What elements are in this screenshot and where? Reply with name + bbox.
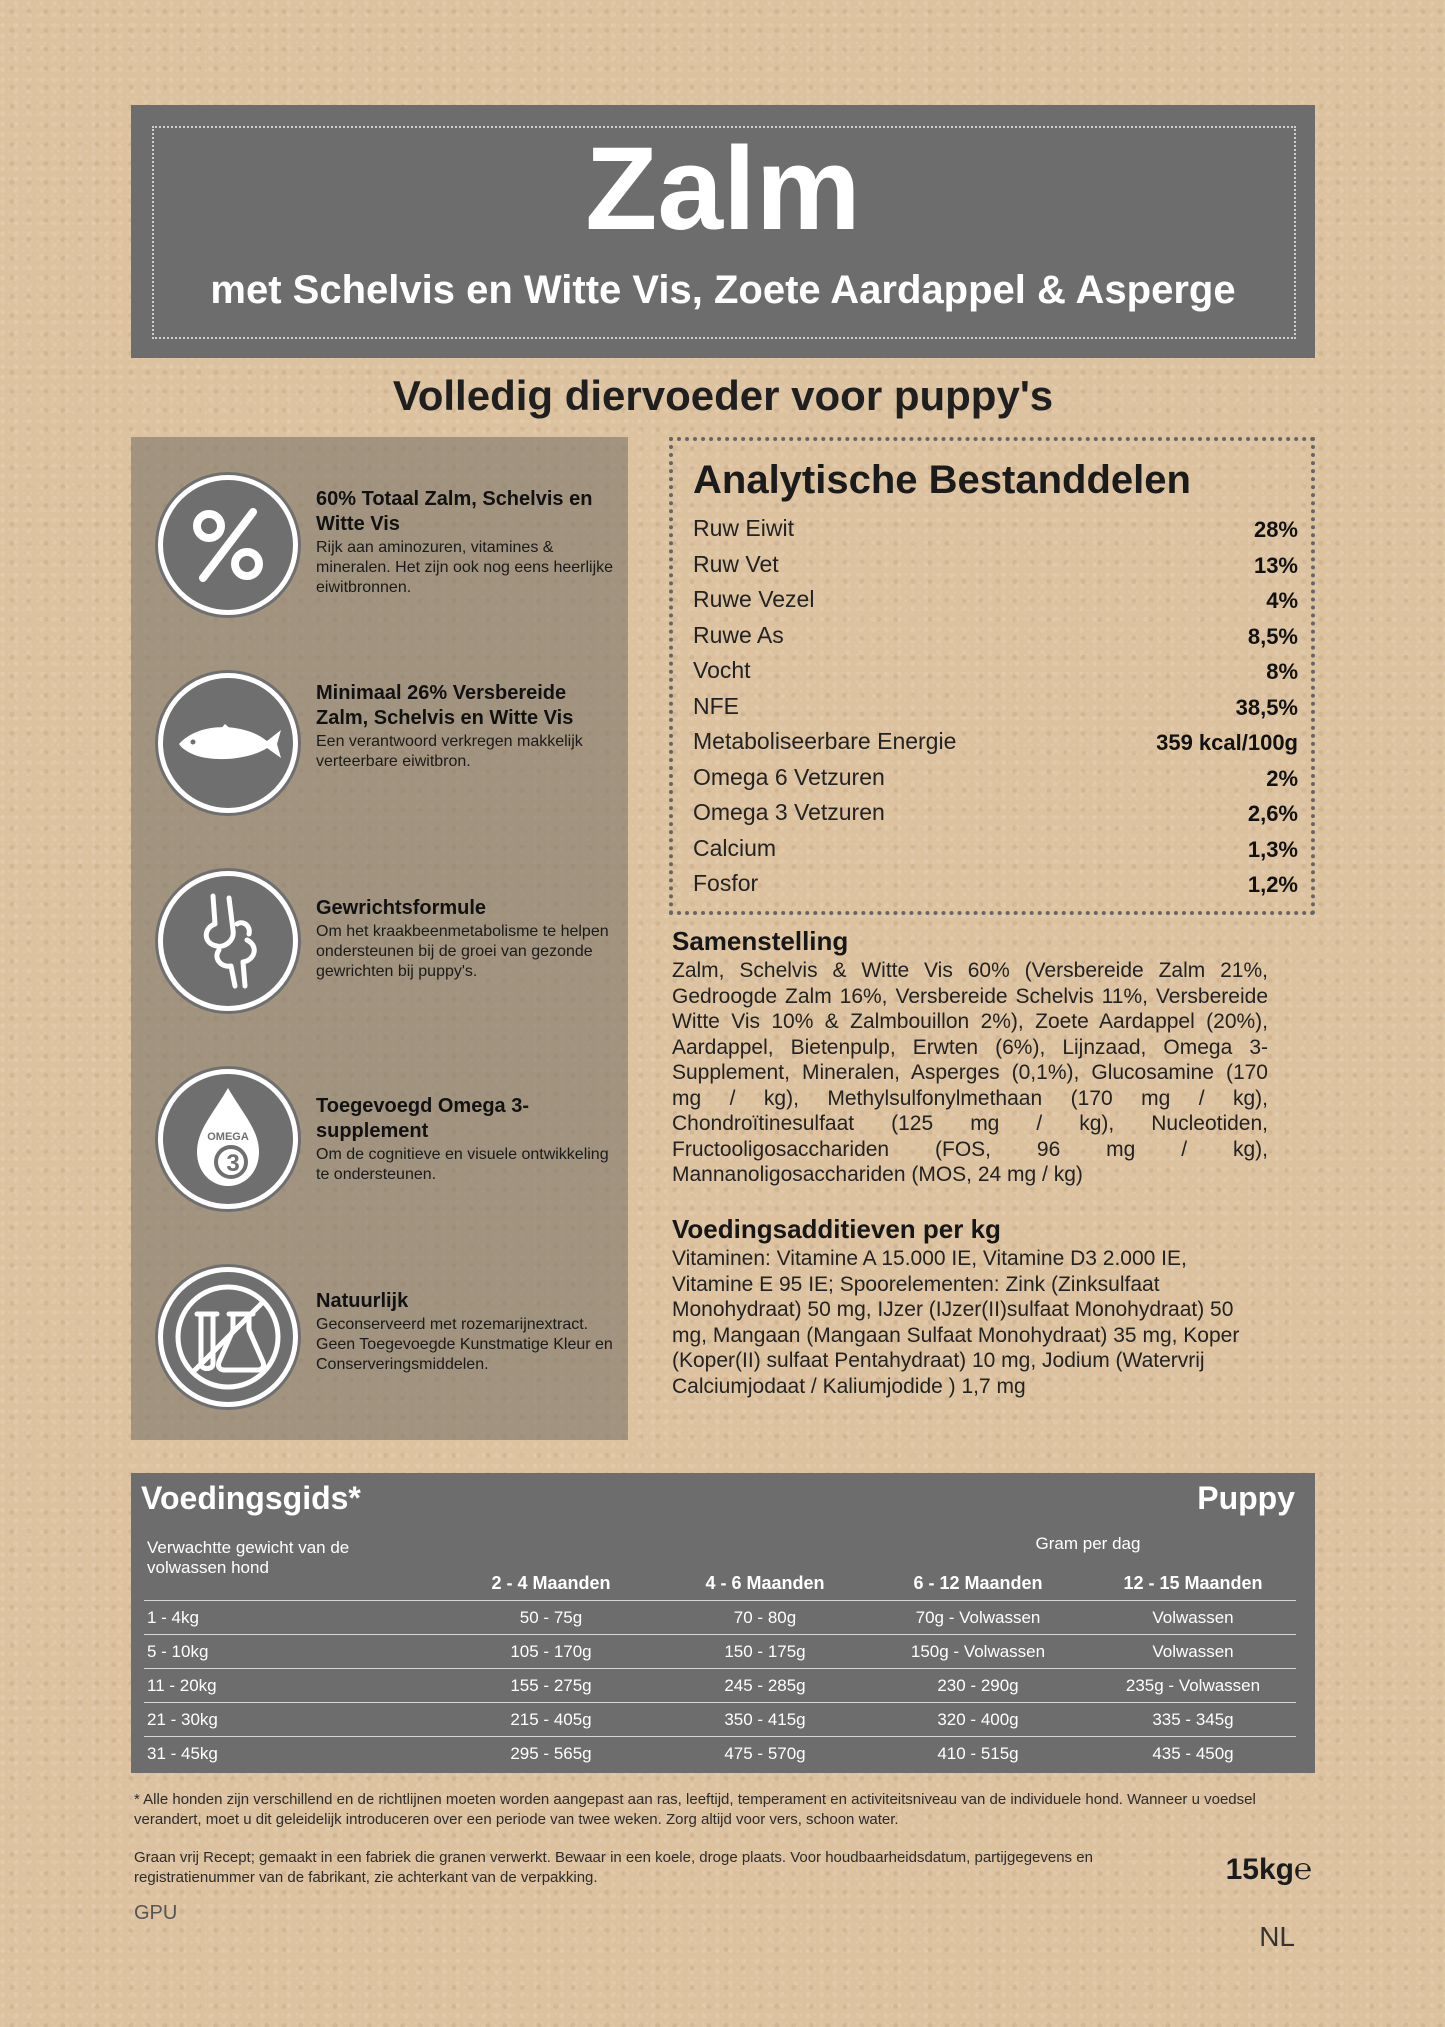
feeding-guide-stage: Puppy [1197,1480,1295,1516]
omega-badge-text: OMEGA [207,1131,249,1143]
nutrient-name: Ruwe As [693,622,784,648]
analytics-row [693,551,1298,586]
weight-column-header: Verwachtte gewicht van de volwassen hond [147,1538,350,1577]
age-column-header: 12 - 15 Maanden [1123,1573,1263,1593]
weight-cell: 11 - 20kg [147,1676,217,1695]
table-row [144,1668,1296,1702]
analytics-row [693,870,1298,905]
nutrient-value: 38,5% [1235,695,1298,720]
amount-cell: Volwassen [1152,1642,1234,1661]
feature-description: Rijk aan aminozuren, vitamines & mineralen. Het zijn ook nog eens heerlijke eiwitbronnen. [316,539,614,596]
features-panel [131,437,628,1440]
amount-cell: 475 - 570g [724,1744,806,1763]
omega-drop-icon [158,1069,298,1209]
age-column-header: 6 - 12 Maanden [913,1573,1043,1593]
additives-title: Voedingsadditieven per kg [672,1214,1001,1244]
age-column-header: 2 - 4 Maanden [491,1573,611,1593]
nutrient-name: Fosfor [693,870,759,896]
weight-cell: 5 - 10kg [147,1642,209,1661]
weight-cell: 31 - 45kg [147,1744,218,1763]
nutrient-value: 1,2% [1247,872,1298,897]
feature-description: Om het kraakbeenmetabolisme te helpen ondersteunen bij de groei van gezonde gewrichten bij puppy's. [316,923,609,980]
analytics-row [693,835,1298,870]
net-weight-value: 15kg [1225,1853,1294,1886]
amount-cell: 70 - 80g [733,1608,797,1627]
language-code: NL [1259,1921,1295,1952]
amount-cell: 50 - 75g [519,1608,583,1627]
feature-description: Om de cognitieve en visuele ontwikkeling te ondersteunen. [316,1146,609,1183]
net-weight [1226,1853,1312,1887]
amount-cell: 245 - 285g [724,1676,806,1695]
product-title: Zalm [585,123,861,255]
nutrient-value: 28% [1253,517,1298,542]
nutrient-name: Ruwe Vezel [693,586,815,612]
feeding-disclaimer: * Alle honden zijn verschillend en de richtlijnen moeten worden aangepast aan ras, leeftijd, temperament en activiteitsniveau van de individuele hond. Wanneer u voedsel verandert, moet u dit geleidelijk introduceren over een periode van twee weken. Zorg altijd voor vers, schoon water. [134,1791,1256,1828]
product-subtitle: met Schelvis en Witte Vis, Zoete Aardappel & Asperge [210,268,1236,312]
nutrient-name: Ruw Vet [693,551,779,577]
percent-icon [158,475,298,615]
product-code: GPU [134,1902,178,1924]
amount-cell: 335 - 345g [1152,1710,1234,1729]
analytics-row [693,799,1298,834]
amount-cell: 215 - 405g [510,1710,592,1729]
table-row [144,1634,1296,1668]
amount-cell: 230 - 290g [937,1676,1019,1695]
amount-cell: 410 - 515g [937,1744,1019,1763]
nutrient-value: 13% [1253,553,1298,578]
amount-cell: 295 - 565g [510,1744,592,1763]
amount-cell: 350 - 415g [724,1710,806,1729]
nutrient-value: 8,5% [1247,624,1298,649]
age-column-header: 4 - 6 Maanden [705,1573,825,1593]
amount-cell: 150 - 175g [724,1642,806,1661]
nutrient-name: Vocht [693,657,751,683]
amount-cell: 70g - Volwassen [915,1608,1041,1627]
amount-cell: 105 - 170g [510,1642,592,1661]
nutrient-name: Metaboliseerbare Energie [693,728,957,754]
analytics-row [693,622,1298,657]
amount-cell: Volwassen [1152,1608,1234,1627]
amount-cell: 150g - Volwassen [910,1642,1046,1661]
feature-title: Gewrichtsformule [316,897,487,919]
table-row [144,1600,1296,1634]
nutrient-value: 1,3% [1247,837,1298,862]
estimated-sign-icon: ℮ [1293,1853,1312,1886]
feature-title: Natuurlijk [316,1290,409,1312]
nutrient-value: 2% [1266,766,1298,791]
feature-title: Minimaal 26% Versbereide Zalm, Schelvis en Witte Vis [316,682,574,729]
nutrient-value: 8% [1266,659,1298,684]
table-row [144,1702,1296,1736]
table-row [144,1736,1296,1770]
feature-title: Toegevoegd Omega 3-supplement [316,1095,530,1142]
feeding-guide-title: Voedingsgids* [141,1480,361,1516]
omega-badge-number: 3 [226,1150,240,1177]
joint-icon [158,871,298,1011]
nutrient-value: 2,6% [1247,801,1298,826]
analytics-row [693,764,1298,799]
feature-title: 60% Totaal Zalm, Schelvis en Witte Vis [316,488,593,535]
nutrient-value: 359 kcal/100g [1156,730,1298,755]
weight-cell: 21 - 30kg [147,1710,218,1729]
analytics-row [693,693,1298,728]
nutrient-name: NFE [693,693,739,719]
analytics-title: Analytische Bestanddelen [693,458,1191,502]
product-tagline: Volledig diervoeder voor puppy's [392,372,1054,419]
analytics-row [693,728,1298,763]
analytics-row [693,586,1298,621]
weight-cell: 1 - 4kg [147,1608,199,1627]
fish-icon [158,673,298,813]
amount-cell: 155 - 275g [510,1676,592,1695]
feature-description: Geconserveerd met rozemarijnextract. Geen Toegevoegde Kunstmatige Kleur en Conserveringsmiddelen. [316,1316,613,1373]
nutrient-name: Omega 3 Vetzuren [693,799,885,825]
analytics-row [693,515,1298,550]
amount-cell: 235g - Volwassen [1125,1676,1261,1695]
gram-per-day-header: Gram per dag [1035,1534,1141,1553]
additives-text: Vitaminen: Vitamine A 15.000 IE, Vitamine D3 2.000 IE, Vitamine E 95 IE; Spoorelementen: Zink (Zinksulfaat Monohydraat) 50 mg, IJzer (IJzer(II)sulfaat Monohydraat) 50 mg, Mangaan (Mangaan Sulfaat Monohydraat) 35 mg, Koper (Koper(II) sulfaat Pentahydraat) 10 mg, Jodium (Watervrij Calciumjodaat / Kaliumjodide ) 1,7 mg [672,1247,1240,1398]
nutrient-name: Omega 6 Vetzuren [693,764,885,790]
storage-note: Graan vrij Recept; gemaakt in een fabriek die granen verwerkt. Bewaar in een koele, droge plaats. Voor houdbaarheidsdatum, partijgegevens en registratienummer van de fabrikant, zie achterkant van de verpakking. [134,1849,1093,1886]
amount-cell: 320 - 400g [937,1710,1019,1729]
analytics-row [693,657,1298,692]
feature-description: Een verantwoord verkregen makkelijk verteerbare eiwitbron. [316,733,583,770]
composition-text: Zalm, Schelvis & Witte Vis 60% (Versbereide Zalm 21%, Gedroogde Zalm 16%, Versbereide Schelvis 11%, Versbereide Witte Vis 10% & Zalmbouillon 2%), Zoete Aardappel (20%), Aardappel, Bietenpulp, Erwten (6%), Lijnzaad, Omega 3-Supplement, Mineralen, Asperges (0,1%), Glucosamine (170 mg / kg), Methylsulfonylmethaan (170 mg / kg), Chondroïtinesulfaat (125 mg / kg), Nucleotiden, Fructooligosacchariden (FOS, 96 mg / kg), Mannanoligosacchariden (MOS, 24 mg / kg) [672,959,1268,1186]
amount-cell: 435 - 450g [1152,1744,1234,1763]
no-chemicals-icon [158,1267,298,1407]
nutrient-name: Calcium [693,835,777,861]
nutrient-name: Ruw Eiwit [693,515,794,541]
composition-title: Samenstelling [672,926,849,956]
nutrient-value: 4% [1266,588,1298,613]
